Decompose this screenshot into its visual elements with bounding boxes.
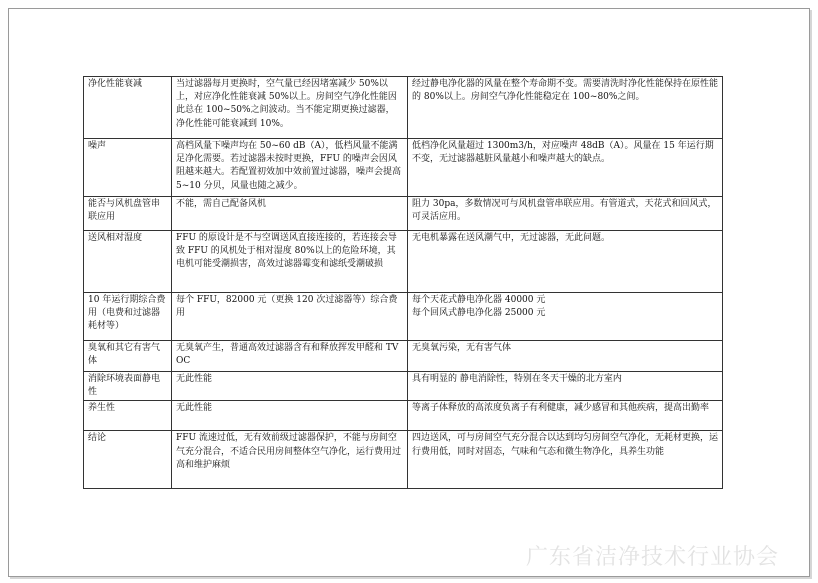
- ffu-cell-fan-coil-series: 不能，需自己配备风机: [172, 197, 408, 231]
- table-row: [84, 139, 723, 197]
- esp-cell-purification-decay: 经过静电净化器的风量在整个寿命期不变。需要清洗时净化性能保持在原性能的 80%以上。房间空气净化性能稳定在 100~80%之间。: [408, 77, 723, 139]
- table-row: [84, 231, 723, 293]
- table-row: [84, 372, 723, 401]
- row-label-ten-year-cost: 10 年运行期综合费用（电费和过滤器耗材等）: [84, 293, 172, 341]
- ffu-cell-conclusion: FFU 流速过低，无有效前级过滤器保护，不能与房间空气充分混合，不适合民用房间整体空气净化，运行费用过高和维护麻烦: [172, 431, 408, 489]
- ffu-cell-purification-decay: 当过滤器每月更换时，空气量已经因堵塞减少 50%以上，对应净化性能衰减 50%以上。房间空气净化性能因此总在 100~50%之间波动。当不能定期更换过滤器，净化性能可能衰减到 10%。: [172, 77, 408, 139]
- row-label-noise: 噪声: [84, 139, 172, 197]
- esp-cost-ceiling: 每个天花式静电净化器 40000 元: [412, 295, 546, 305]
- table-row: [84, 341, 723, 372]
- table-row: [84, 293, 723, 341]
- ffu-cell-static-elimination: 无此性能: [172, 372, 408, 401]
- ffu-cell-noise: 高档风量下噪声均在 50~60 dB（A），低档风量不能满足净化需要。若过滤器未按时更换，FFU 的噪声会因风阻越来越大。若配置初效加中效前置过滤器，噪声会提高 5~10 分贝，风量也随之减少。: [172, 139, 408, 197]
- table-row: [84, 401, 723, 431]
- association-watermark: 广东省洁净技术行业协会: [526, 545, 780, 570]
- table-row: [84, 77, 723, 139]
- ffu-cell-health: 无此性能: [172, 401, 408, 431]
- esp-cell-static-elimination: 具有明显的 静电消除性，特别在冬天干燥的北方室内: [408, 372, 723, 401]
- ffu-cell-supply-humidity: FFU 的原设计是不与空调送风直接连接的，若连接会导致 FFU 的风机处于相对湿度 80%以上的危险环境，其电机可能受潮损害，高效过滤器霉变和滤纸受潮破损: [172, 231, 408, 293]
- row-label-ozone: 臭氧和其它有害气体: [84, 341, 172, 372]
- esp-cell-ozone: 无臭氧污染，无有害气体: [408, 341, 723, 372]
- row-label-static-elimination: 消除环境表面静电性: [84, 372, 172, 401]
- esp-cell-health: 等离子体释放的高浓度负离子有利健康，减少感冒和其他疾病，提高出勤率: [408, 401, 723, 431]
- row-label-health: 养生性: [84, 401, 172, 431]
- table-row: [84, 431, 723, 489]
- ffu-cell-ten-year-cost: 每个 FFU，82000 元（更换 120 次过滤器等）综合费用: [172, 293, 408, 341]
- ffu-cell-ozone: 无臭氧产生，普通高效过滤器含有和释放挥发甲醛和 TVOC: [172, 341, 408, 372]
- row-label-supply-humidity: 送风相对湿度: [84, 231, 172, 293]
- comparison-table: [83, 76, 723, 489]
- esp-cell-noise: 低档净化风量超过 1300m3/h，对应噪声 48dB（A）。风量在 15 年运行期不变，无过滤器越脏风量越小和噪声越大的缺点。: [408, 139, 723, 197]
- row-label-fan-coil-series: 能否与风机盘管串联应用: [84, 197, 172, 231]
- row-label-purification-decay: 净化性能衰减: [84, 77, 172, 139]
- esp-cost-return-air: 每个回风式静电净化器 25000 元: [412, 308, 546, 319]
- esp-cell-ten-year-cost: [408, 293, 723, 341]
- esp-cell-fan-coil-series: 阻力 30pa，多数情况可与风机盘管串联应用。有管道式，天花式和回风式，可灵活应用。: [408, 197, 723, 231]
- table-row: [84, 197, 723, 231]
- esp-cell-conclusion: 四边送风，可与房间空气充分混合以达到均匀房间空气净化，无耗材更换，运行费用低，同时对固态，气味和气态和微生物净化，具养生功能: [408, 431, 723, 489]
- esp-cell-supply-humidity: 无电机暴露在送风潮气中，无过滤器，无此问题。: [408, 231, 723, 293]
- row-label-conclusion: 结论: [84, 431, 172, 489]
